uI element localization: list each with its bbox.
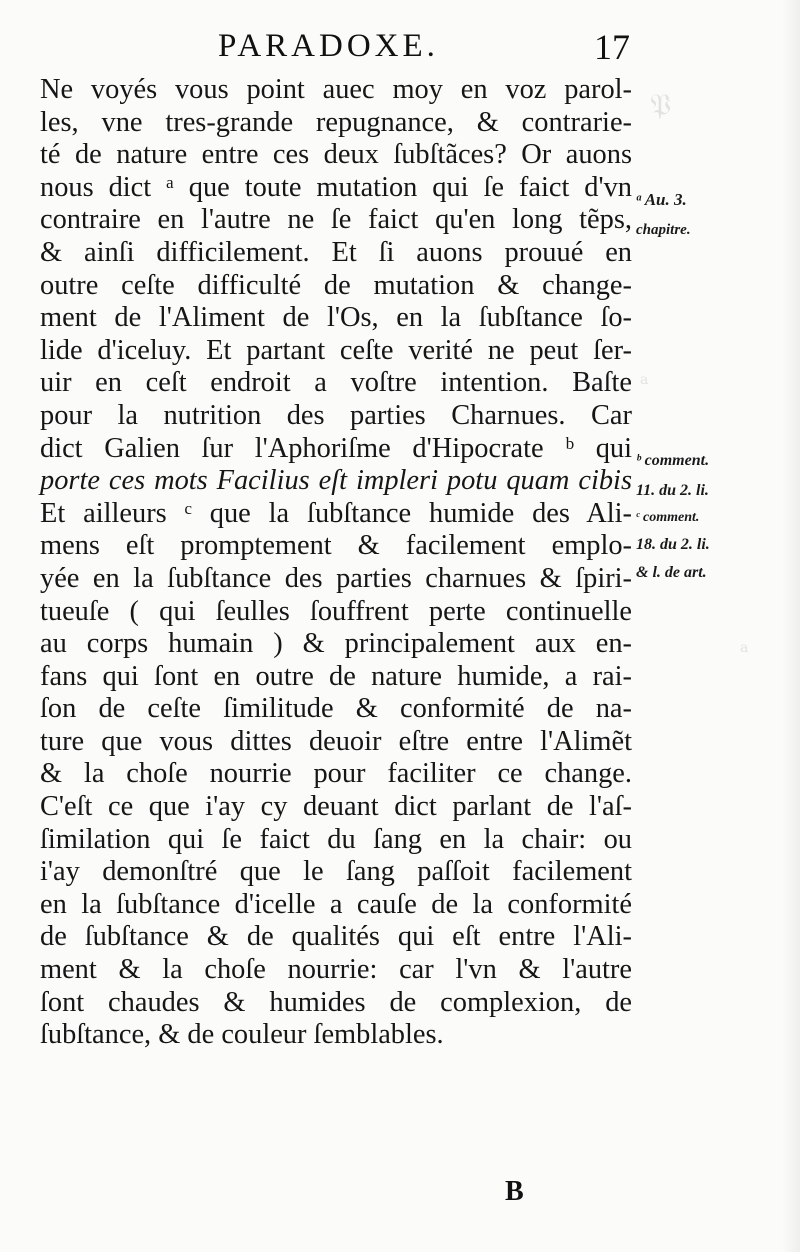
text-line: ſon de ceſte ſimilitude & conformité de na-: [40, 693, 632, 725]
text-line: tueuſe ( qui ſeulles ſouffrent perte continuelle: [40, 595, 632, 627]
text-line: ſubſtance, & de couleur ſemblables.: [40, 1019, 444, 1051]
text-line: dict Galien ſur l'Aphoriſme d'Hipocrate ᵇ qui: [40, 432, 632, 464]
text-line: au corps humain ) & principalement aux en-: [40, 628, 632, 660]
text-line: pour la nutrition des parties Charnues. Car: [40, 399, 632, 431]
text-line: fans qui ſont en outre de nature humide, a rai-: [40, 660, 632, 692]
text-line: en la ſubſtance d'icelle a cauſe de la conformité: [40, 888, 632, 920]
page-number: 17: [594, 27, 630, 67]
text-line: les, vne tres-grande repugnance, & contrarie-: [40, 106, 632, 138]
show-through-ghost: a: [740, 640, 749, 656]
text-line: Ne voyés vous point auec moy en voz parol-: [40, 74, 632, 105]
margin-note: 18. du 2. li.: [636, 536, 710, 553]
text-line: contraire en l'autre ne ſe faict qu'en long tẽps,: [40, 204, 632, 236]
page-header: [0, 28, 800, 72]
text-line: uir en ceſt endroit a voſtre intention. Baſte: [40, 367, 632, 399]
margin-note: & l. de art.: [636, 564, 707, 581]
margin-note: chapitre.: [636, 222, 691, 238]
text-line: ment de l'Aliment de l'Os, en la ſubſtance ſo-: [40, 302, 632, 334]
text-line: ſimilation qui ſe faict du ſang en la chair: ou: [40, 823, 632, 855]
text-line: porte ces mots Facilius eſt impleri potu quam cibis: [40, 465, 632, 497]
text-line: outre ceſte difficulté de mutation & change-: [40, 269, 632, 301]
text-line: mens eſt promptement & facilement emplo-: [40, 530, 632, 562]
page-edge-shadow: [782, 0, 800, 1252]
text-line: té de nature entre ces deux ſubſtãces? Or auons: [40, 139, 632, 171]
signature-mark: B: [505, 1176, 524, 1207]
margin-note: ᵃ Au. 3.: [636, 190, 687, 209]
show-through-ghost: 𝔓: [650, 88, 672, 123]
running-title: PARADOXE.: [218, 28, 439, 64]
margin-note: 11. du 2. li.: [636, 482, 709, 499]
text-line: i'ay demonſtré que le ſang paſſoit facilement: [40, 856, 632, 888]
main-text-block: [40, 74, 632, 1052]
text-line: Et ailleurs ᶜ que la ſubſtance humide des Ali-: [40, 497, 632, 529]
text-line: de ſubſtance & de qualités qui eſt entre l'Ali-: [40, 921, 632, 953]
text-line: ment & la choſe nourrie: car l'vn & l'autre: [40, 954, 632, 986]
margin-note: ᵇ comment.: [636, 452, 710, 469]
show-through-ghost: a: [640, 372, 649, 388]
margin-note: ᶜ comment.: [636, 510, 700, 525]
text-line: lide d'iceluy. Et partant ceſte verité ne peut ſer-: [40, 334, 632, 366]
text-line: & ainſi difficilement. Et ſi auons prouué en: [40, 236, 632, 268]
text-line: yée en la ſubſtance des parties charnues & ſpiri-: [40, 562, 632, 594]
text-line: nous dict ᵃ que toute mutation qui ſe faict d'vn: [40, 171, 632, 203]
text-line: C'eſt ce que i'ay cy deuant dict parlant de l'aſ-: [40, 791, 632, 823]
text-line: & la choſe nourrie pour faciliter ce change.: [40, 758, 632, 790]
text-line: ſont chaudes & humides de complexion, de: [40, 986, 632, 1018]
text-line: ture que vous dittes deuoir eſtre entre l'Alimẽt: [40, 725, 632, 757]
